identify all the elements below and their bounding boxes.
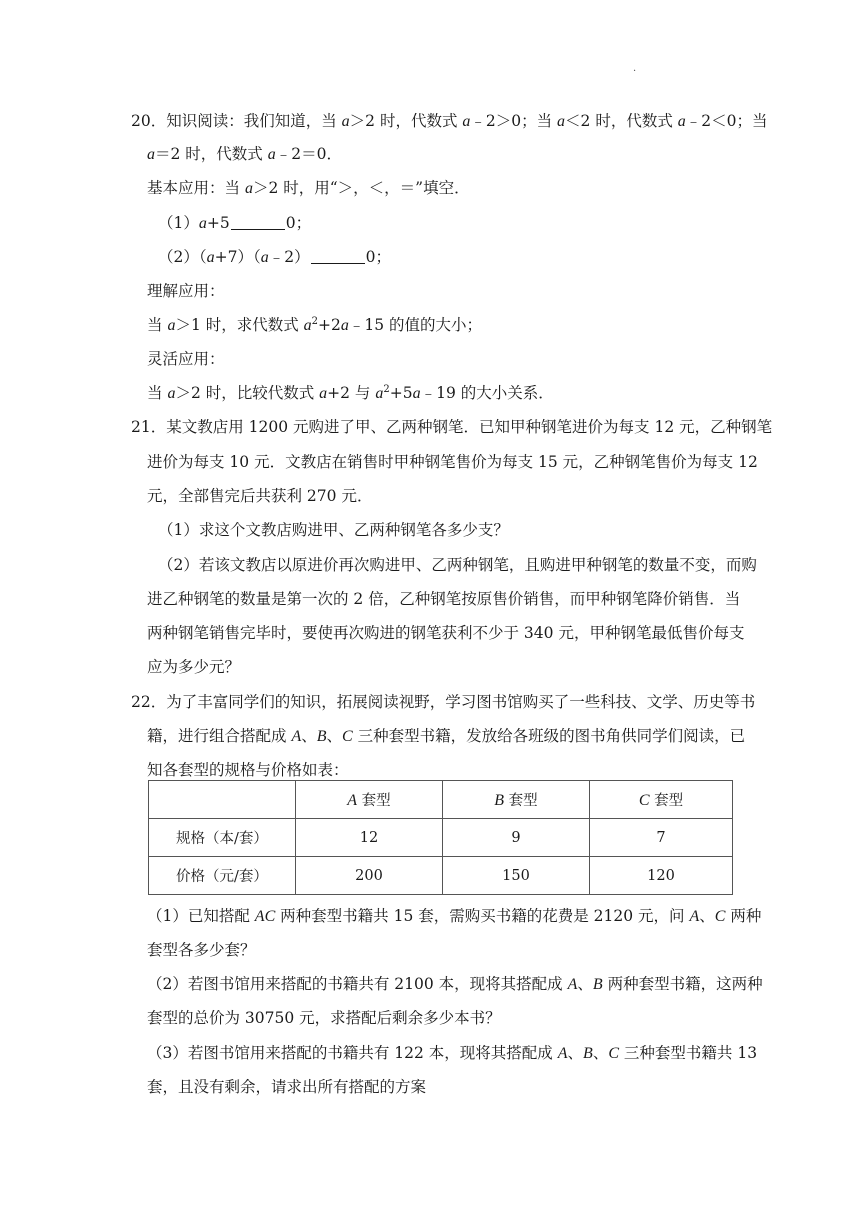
q22-sub3-line2: 套，且没有剩余，请求出所有搭配的方案: [147, 1078, 427, 1096]
q20-part1: （1）a+5 0；: [158, 214, 312, 232]
q20-understand-heading: 理解应用：: [147, 282, 225, 300]
q21-line3: 元，全部售完后共获利 270 元．: [147, 487, 373, 505]
table-cell: 150: [443, 857, 590, 895]
q20-basic-application: 基本应用：当 a＞2 时，用“＞，＜，＝”填空．: [147, 179, 470, 197]
q20-flex-question: 当 a＞2 时，比较代数式 a+2 与 $a^2+5a﹣19$ 的大小关系．: [147, 384, 554, 402]
q22-sub3-line1: （3）若图书馆用来搭配的书籍共有 122 本，现将其搭配成 A、B、C 三种套型书籍共 13: [147, 1044, 758, 1062]
table-corner-cell: [149, 781, 296, 819]
q22-sub2-line2: 套型的总价为 30750 元，求搭配后剩余多少本书？: [147, 1009, 501, 1027]
q22-sub2-line1: （2）若图书馆用来搭配的书籍共有 2100 本，现将其搭配成 A、B 两种套型书籍，这两种: [147, 975, 763, 993]
q20-understand-question: 当 a＞1 时，求代数式 $a^2+2a﹣15$ 的值的大小；: [147, 316, 483, 334]
q21-line1: 21．某文教店用 1200 元购进了甲、乙两种钢笔．已知甲种钢笔进价为每支 12 元，乙种钢笔: [131, 418, 773, 436]
table-header-cell: B 套型: [443, 781, 590, 819]
table-row-label: 价格（元/套）: [149, 857, 296, 895]
q22-sub1-line2: 套型各多少套？: [147, 941, 256, 959]
table-row-label: 规格（本/套）: [149, 819, 296, 857]
answer-blank: [231, 214, 285, 230]
q22-line1: 22．为了丰富同学们的知识，拓展阅读视野，学习图书馆购买了一些科技、文学、历史等书: [131, 693, 756, 711]
table-cell: 7: [590, 819, 733, 857]
table-header-row: [149, 781, 733, 819]
q20-intro-line1: 20．知识阅读：我们知道，当 a＞2 时，代数式 a﹣2＞0；当 a＜2 时，代数式 a﹣2＜0；当: [131, 112, 768, 130]
table-row: [149, 857, 733, 895]
q21-sub2-line2: 进乙种钢笔的数量是第一次的 2 倍，乙种钢笔按原售价销售，而甲种钢笔降价销售．当: [147, 590, 741, 608]
table-cell: 12: [296, 819, 443, 857]
q21-sub2-line1: （2）若该文教店以原进价再次购进甲、乙两种钢笔，且购进甲种钢笔的数量不变，而购: [158, 556, 757, 574]
answer-blank: [311, 248, 365, 264]
q21-sub2-line3: 两种钢笔销售完毕时，要使再次购进的钢笔获利不少于 340 元，甲种钢笔最低售价每支: [147, 624, 745, 642]
table-cell: 120: [590, 857, 733, 895]
q22-line2: 籍，进行组合搭配成 A、B、C 三种套型书籍，发放给各班级的图书角供同学们阅读，已: [147, 727, 746, 745]
q22-line3: 知各套型的规格与价格如表：: [147, 761, 349, 779]
q20-intro-line2: a＝2 时，代数式 a﹣2＝0．: [147, 145, 342, 163]
q21-line2: 进价为每支 10 元．文教店在销售时甲种钢笔售价为每支 15 元，乙种钢笔售价为每支 12: [147, 453, 758, 471]
header-mark: ·: [633, 66, 637, 77]
q21-sub1: （1）求这个文教店购进甲、乙两种钢笔各多少支？: [158, 521, 509, 539]
table-cell: 200: [296, 857, 443, 895]
q21-sub2-line4: 应为多少元？: [147, 658, 241, 676]
q22-sub1-line1: （1）已知搭配 AC 两种套型书籍共 15 套，需购买书籍的花费是 2120 元，问 A、C 两种: [147, 907, 762, 925]
q20-flex-heading: 灵活应用：: [147, 350, 225, 368]
table-header-cell: C 套型: [590, 781, 733, 819]
q20-part2: （2）（a+7）（a﹣2） 0；: [158, 248, 391, 266]
table-header-cell: A 套型: [296, 781, 443, 819]
table-row: [149, 819, 733, 857]
spec-price-table: [148, 780, 733, 895]
table-cell: 9: [443, 819, 590, 857]
